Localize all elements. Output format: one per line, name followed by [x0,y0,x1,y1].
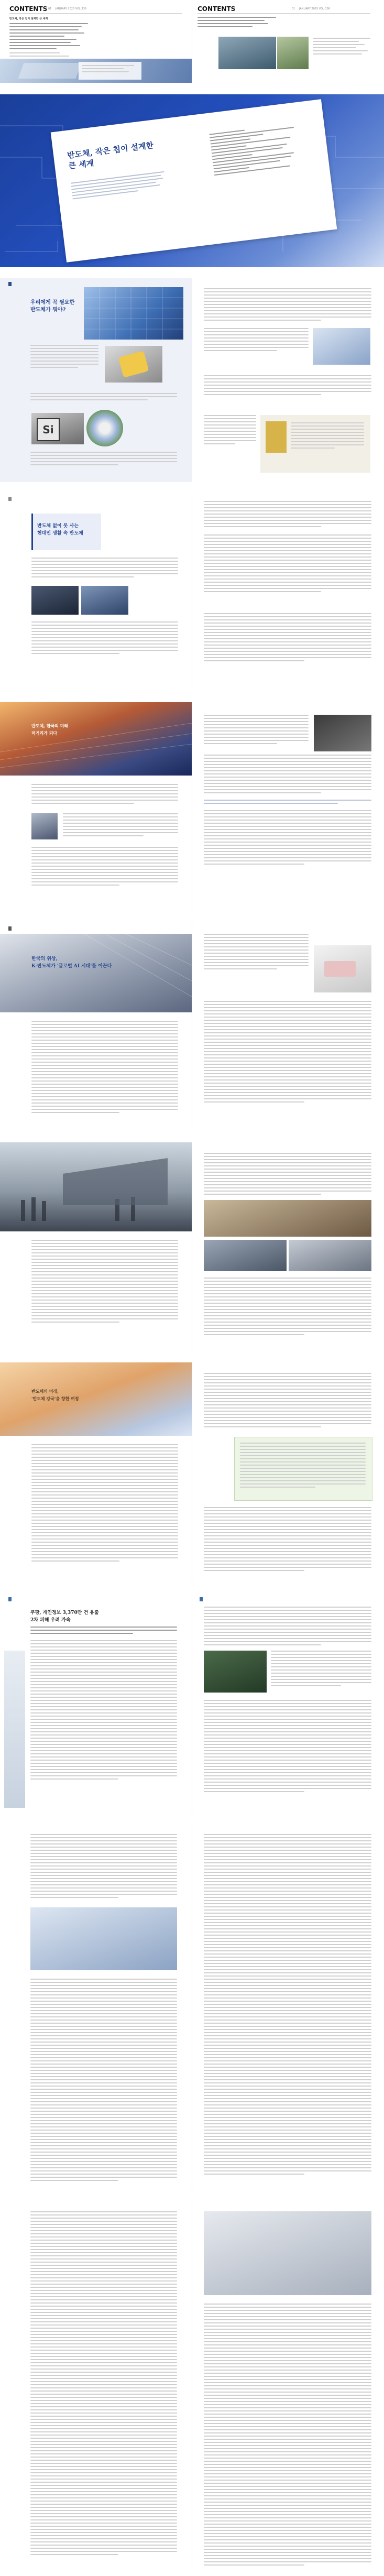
contents-page-left [0,0,192,83]
article-3-right-body-2 [204,755,371,795]
article-5-hero-photo [0,1142,192,1231]
article-5-left [0,1142,192,1352]
contents-lead-title: 반도체, 작은 칩이 설계한 큰 세계 [9,17,48,20]
continuation-right-2-photo [204,2211,371,2295]
continuation-left-1-photo [30,1907,177,1970]
article-1-disk-photo [86,410,123,446]
continuation-spread-2 [0,2201,384,2568]
continuation-right-2 [192,2201,384,2568]
article-2-left-body-2 [31,621,178,656]
article-2-right-body-1 [204,501,371,529]
article-4-right-body-1 [204,934,309,972]
article-1-right [192,278,384,482]
article-3-right-body-3 [204,810,371,867]
article-2-title-line-1: 반도체 없이 못 사는 [37,523,79,529]
article-1-left-body-2 [30,393,177,402]
article-2-right [192,493,384,692]
feature-cover-intro [71,171,167,202]
article-4-left [0,922,192,1132]
contents-page-number-left: 01 [48,7,52,10]
news-left [0,1593,192,1813]
news-right-chip [200,1597,203,1601]
article-2-left-body-1 [31,558,178,580]
article-5-right-body-1 [204,1153,371,1197]
contents-photo-right-1 [218,37,276,69]
news-right-body-3 [204,1700,371,1794]
continuation-right-1 [192,1824,384,2190]
news-title-line-1: 쿠팡, 개인정보 3,370만 건 유출 [30,1610,99,1616]
article-4-left-body-1 [31,1021,178,1115]
article-5-right [192,1142,384,1352]
article-3-left-body-2 [63,813,178,838]
article-6-spread [0,1362,384,1582]
article-1-right-body-2 [204,328,309,353]
article-1-right-body-1 [204,288,371,323]
article-1-title-line-2: 반도체가 뭐야? [30,307,66,313]
contents-list-left [9,23,88,51]
article-5-gallery-photo-1 [204,1200,371,1237]
article-2-right-body-2 [204,534,371,594]
news-spread [0,1593,384,1813]
article-4-hero-photo [0,934,192,1012]
continuation-left-1-body-2 [30,1979,177,2183]
continuation-left-1 [0,1824,192,2190]
contents-list-right [198,17,276,29]
continuation-right-1-body [204,1834,371,2177]
article-3-left [0,702,192,912]
contents-header-left: CONTENTS [9,5,48,13]
contents-rule-left [9,13,182,14]
article-1-title-line-1: 우리에게 꼭 필요한 [30,300,75,305]
article-3-title-line-1: 반도체, 한국의 미래 [31,723,69,728]
news-lead [30,1627,177,1636]
article-2-left [0,493,192,692]
contents-list-right-2 [313,38,370,57]
article-1-sidebar-box [260,415,370,473]
contents-issue-left: JANUARY 2025 VOL.336 [56,7,86,10]
continuation-spread-1 [0,1824,384,2190]
article-3-left-body-1 [31,784,178,806]
article-5-gallery-photo-2 [204,1240,287,1271]
article-2-title-card [31,514,101,550]
article-3-right-photo [314,715,371,751]
article-3-right [192,702,384,912]
contents-spread [0,0,384,83]
article-4-spread [0,922,384,1132]
news-title-line-2: 2차 피해 우려 가속 [30,1618,71,1623]
article-6-title-line-2: '반도체 강국'을 향한 여정 [31,1396,79,1401]
article-5-right-body-2 [204,1278,371,1337]
news-right-body-2 [271,1651,371,1688]
article-4-title-line-1: 한국의 위상, [31,956,58,962]
article-6-right-body-1 [204,1373,371,1429]
contents-photo-right-2 [277,37,309,69]
feature-cover-spread [0,94,384,267]
article-6-hero-photo [0,1362,192,1436]
article-1-right-body-4 [204,415,256,446]
article-4-section-chip [8,926,12,931]
news-side-strip [4,1651,25,1808]
article-6-right [192,1362,384,1582]
contents-page-number-right: 01 [292,7,295,10]
article-3-title-line-2: 먹거리가 되다 [31,730,58,736]
article-5-spread [0,1142,384,1352]
article-1-wafer-photo [84,287,183,340]
news-section-chip [8,1597,12,1601]
article-5-left-body-1 [31,1240,178,1325]
article-3-right-body-1 [204,715,309,746]
article-1-factory-photo [313,328,370,365]
article-5-gallery-photo-3 [289,1240,371,1271]
article-3-spread [0,702,384,912]
article-4-title-line-2: K-반도체가 '글로벌 AI 시대'를 이끈다 [31,964,112,969]
article-6-right-body-2 [204,1507,371,1573]
contents-page-right [192,0,384,83]
contents-highlight-box [79,62,141,80]
article-2-right-body-3 [204,613,371,663]
article-4-right-photo [314,945,371,992]
continuation-left-1-body [30,1834,177,1900]
article-6-left-body-1 [31,1444,178,1564]
article-1-section-chip [8,282,12,286]
article-2-device-photo-2 [81,586,128,615]
article-2-section-chip [8,497,12,501]
news-right [192,1593,384,1813]
contents-issue-right: JANUARY 2025 VOL.336 [299,7,330,10]
news-left-body-1 [30,1640,177,1782]
article-6-title-line-1: 반도체의 미래, [31,1389,59,1394]
article-1-si-photo: Si [31,413,84,444]
news-right-photo [204,1651,267,1693]
article-4-right-body-2 [204,1001,371,1105]
feature-cover-title: 반도체, 작은 칩이 설계한 큰 세계 [67,140,155,171]
continuation-right-2-body [204,2304,371,2568]
contents-header-right: CONTENTS [198,5,236,13]
article-6-highlight-box [234,1437,372,1501]
article-2-title-line-2: 현대인 생활 속 반도체 [37,531,83,536]
article-3-hero-photo [0,702,192,776]
feature-cover-toc [209,123,303,178]
article-1-spread [0,278,384,482]
article-4-right [192,922,384,1132]
contents-rule-right [198,13,370,14]
article-3-left-body-3 [31,847,178,888]
article-2-device-photo-1 [31,586,79,615]
article-1-left [0,278,192,482]
article-2-spread [0,493,384,692]
article-3-right-quote [204,800,371,806]
article-1-left-body-1 [30,345,98,370]
article-1-right-body-3 [204,375,371,397]
article-1-left-body-3 [30,452,177,467]
news-right-body-1 [204,1607,371,1647]
continuation-left-2 [0,2201,192,2568]
continuation-left-2-body [30,2211,177,2557]
article-3-small-photo [31,813,58,839]
article-1-chip-photo [105,346,162,383]
article-6-left [0,1362,192,1582]
